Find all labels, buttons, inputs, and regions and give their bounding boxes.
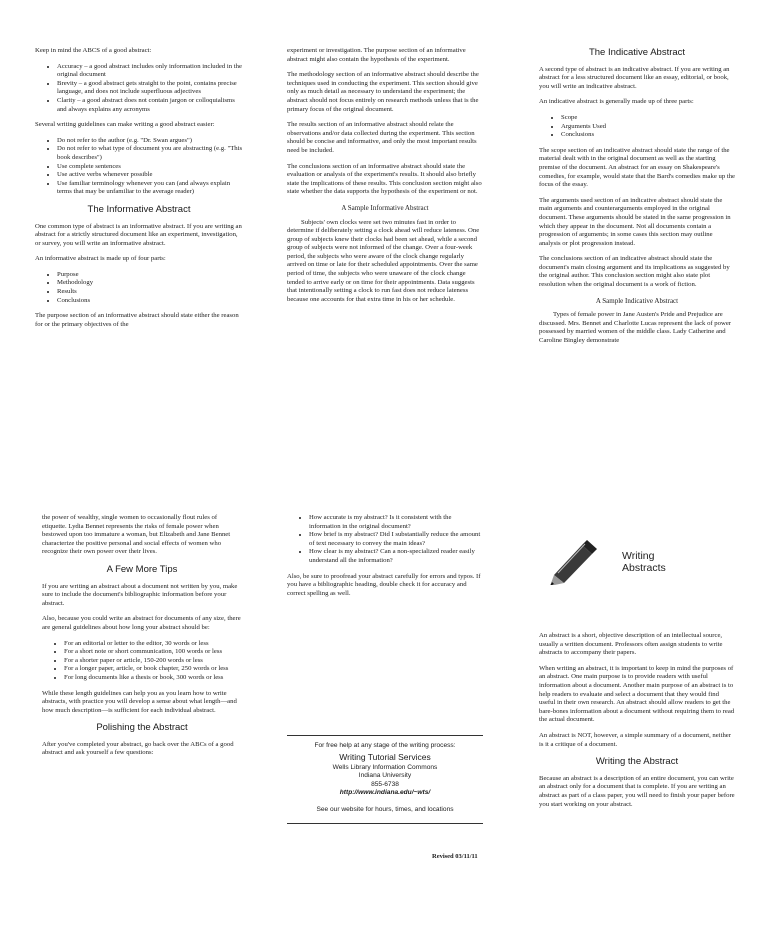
- divider: [287, 823, 483, 824]
- title-line-2: Abstracts: [622, 562, 666, 574]
- library-name: Wells Library Information Commons: [332, 763, 438, 771]
- paragraph: An informative abstract is made up of four parts:: [35, 255, 166, 263]
- list-item: • How brief is my abstract? Did I substantially reduce the amount of text necessary to convey the main ideas?: [309, 531, 483, 548]
- length-guidelines-list: [42, 640, 242, 683]
- paragraph: One common type of abstract is an informative abstract. If you are writing an abstract for a strictly structured document like an experiment, investigation, or survey, you will write an informative abstract.: [35, 222, 242, 247]
- list-item: • Accuracy – a good abstract includes only information included in the original document: [57, 63, 243, 80]
- pencil-icon: [536, 535, 696, 585]
- column-3-top: [539, 40, 735, 353]
- paragraph: The purpose section of an informative abstract should state either the reason for or the primary objectives of the: [35, 312, 239, 328]
- polishing-questions-list: [287, 514, 483, 566]
- title-line-1: Writing: [622, 550, 655, 562]
- paragraph: While these length guidelines can help you as you learn how to write abstracts, with practice you will develop a sense about what length—and how much description—is sufficient for each individual abstract.: [42, 689, 237, 714]
- university-name: Indiana University: [358, 772, 412, 780]
- paragraph: After you've completed your abstract, go back over the ABCs of a good abstract and ask yourself a few questions:: [42, 740, 234, 757]
- paragraph: The conclusions section of an informative abstract should state the evaluation or analysis of the experiment's results. It should also briefly state the implications of these results. This conclusion section might also state whether the data supports the hypothesis of the experiment or not.: [287, 162, 482, 196]
- column-3-bottom: [539, 632, 735, 816]
- writing-abstract-heading: Writing the Abstract: [595, 756, 679, 768]
- list-item: • Use familiar terminology whenever you can (and always explain terms that may be unfamiliar to the average reader): [57, 180, 243, 197]
- informative-abstract-heading: The Informative Abstract: [87, 203, 191, 215]
- indicative-parts-list: [539, 114, 735, 140]
- paragraph: Also, be sure to proofread your abstract carefully for errors and typos. If you have a bibliographic heading, double check it for accuracy and correct spelling as well.: [287, 572, 481, 597]
- polishing-heading: Polishing the Abstract: [96, 722, 188, 734]
- list-item: • How clear is my abstract? Can a non-specialized reader easily understand all the information?: [309, 548, 483, 565]
- paragraph: A second type of abstract is an indicative abstract. If you are writing an abstract for a less structured document like an essay, editorial, or book, you will write an indicative abstract.: [539, 65, 730, 90]
- service-name: Writing Tutorial Services: [339, 751, 431, 762]
- sample-indicative-heading: A Sample Indicative Abstract: [595, 296, 679, 305]
- list-item: • Methodology: [57, 279, 243, 288]
- list-item: • How accurate is my abstract? Is it consistent with the information in the original document?: [309, 514, 483, 531]
- paragraph: If you are writing an abstract about a document not written by you, make sure to include the document's bibliographic information before your abstract.: [42, 582, 238, 607]
- sample-informative-text: Subjects' own clocks were set two minutes fast in order to determine if deliberately setting a clock ahead will reduce lateness. One group of subjects knew their clocks had been set ahead, while a second group of subjects were not informed of the change. Over a four-week period, the subjects who were aware of the clock change regularly arrived on time or late for their scheduled appointments. Over the same period of time, the subjects who were unaware of the clock change tended to arrive early or on time for their appointments. Data suggests that intentionally setting a clock to run fast does not reduce lateness because one accounts for that extra time in his or her schedule.: [287, 218, 480, 303]
- paragraph: The arguments used section of an indicative abstract should state the main arguments and counterarguments employed in the original document. These arguments should be stated in the same progression in which they appear in the document. Not all documents contain a progression of arguments; in some cases this section may outline analysis or plot progression instead.: [539, 196, 731, 247]
- list-item: • Results: [57, 288, 243, 297]
- list-item: • For a short note or short communication, 100 words or less: [64, 648, 242, 657]
- paragraph: The results section of an informative abstract should relate the observations and/or data collected during the experiment. This section should be concise and informative, and only the most important results need be included.: [287, 121, 477, 154]
- indicative-abstract-heading: The Indicative Abstract: [588, 47, 686, 58]
- list-item: • Clarity – a good abstract does not contain jargon or colloquialisms and always explains any acronyms: [57, 97, 243, 114]
- abcs-list: [35, 63, 243, 115]
- list-item: • Conclusions: [57, 297, 243, 306]
- list-item: • Use complete sentences: [57, 163, 243, 172]
- guidelines-list: [35, 137, 243, 197]
- paragraph: The methodology section of an informative abstract should describe the techniques used in conducting the experiment. This section should give only as much detail as necessary to understand the experiment; the abstract should not focus entirely on research methods unless that is the primary focus of the original document.: [287, 71, 479, 113]
- list-item: • For long documents like a thesis or book, 300 words or less: [64, 674, 242, 683]
- list-item: • Arguments Used: [561, 123, 735, 132]
- paragraph: An indicative abstract is generally made up of three parts:: [539, 98, 694, 106]
- website-link[interactable]: http://www.indiana.edu/~wts/: [339, 789, 431, 797]
- paragraph: Also, because you could write an abstract for documents of any size, there are general guidelines about how long your abstract should be:: [42, 615, 241, 631]
- revised-date: Revised 03/11/11: [432, 853, 478, 860]
- list-item: • Conclusions: [561, 131, 735, 140]
- list-item: • Do not refer to the author (e.g. "Dr. Swan argues"): [57, 137, 243, 146]
- help-text: For free help at any stage of the writing process:: [314, 742, 456, 749]
- list-item: • For a shorter paper or article, 150-200 words or less: [64, 657, 242, 666]
- guidelines-intro: Several writing guidelines can make writing a good abstract easier:: [35, 121, 215, 129]
- list-item: • Do not refer to what type of document you are abstracting (e.g. "This book describes"): [57, 145, 243, 162]
- list-item: • Brevity – a good abstract gets straight to the point, contains precise language, and does not include superfluous adjectives: [57, 80, 243, 97]
- list-item: • For an editorial or letter to the editor, 30 words or less: [64, 640, 242, 649]
- paragraph: the power of wealthy, single women to occasionally flout rules of etiquette. Lydia Bennet represents the risks of female power when bestowed upon too immature a woman, but Elizabeth and Jane Bennet characterize the positive personal and social effects of women who recognize their own power over their lives.: [42, 514, 231, 556]
- paragraph: experiment or investigation. The purpose section of an informative abstract might also contain the hypothesis of the experiment.: [287, 47, 466, 63]
- divider: [287, 735, 483, 736]
- column-1-top: [35, 47, 243, 336]
- sample-informative-heading: A Sample Informative Abstract: [341, 203, 429, 212]
- list-item: • Scope: [561, 114, 735, 123]
- list-item: • Purpose: [57, 271, 243, 280]
- paragraph: When writing an abstract, it is important to keep in mind the purposes of an abstract. One main purpose is to provide readers with useful information about a document. Another main purpose of an abstract is to help readers to evaluate and select a document that they would find useful in their own research. An abstract should allow readers to get the bare-bones information about a document without requiring them to read the actual document.: [539, 664, 735, 724]
- column-2-top: [287, 47, 483, 311]
- list-item: • Use active verbs whenever possible: [57, 171, 243, 180]
- phone-number: 855-6738: [371, 780, 399, 788]
- list-item: • For a longer paper, article, or book chapter, 250 words or less: [64, 665, 242, 674]
- contact-panel: [287, 735, 483, 824]
- paragraph: Because an abstract is a description of an entire document, you can write an abstract only for a document that is complete. If you are writing an abstract as part of a class paper, you will need to finish your paper before you start working on your abstract.: [539, 774, 735, 808]
- column-2-bottom: [287, 514, 483, 605]
- paragraph: The scope section of an indicative abstract should state the range of the material dealt with in the original document as well as the starting premise of the document. An abstract for an essay on Shakespeare's comedies, for example, would state that the Bard's comedies make up the focus of the essay.: [539, 146, 736, 189]
- paragraph: The conclusions section of an indicative abstract should state the document's main closing argument and its implications as suggested by the original author. This conclusion section might also state plot resolution when the original document is a work of fiction.: [539, 255, 730, 289]
- website-note: See our website for hours, times, and locations: [316, 805, 454, 813]
- paragraph: An abstract is NOT, however, a simple summary of a document, neither is it a critique of a document.: [539, 731, 732, 748]
- abcs-intro: Keep in mind the ABCS of a good abstract:: [35, 47, 152, 54]
- column-1-bottom: [42, 514, 242, 765]
- more-tips-heading: A Few More Tips: [106, 563, 178, 575]
- brochure-title: [622, 550, 666, 574]
- paragraph: An abstract is a short, objective description of an intellectual source, usually a written document. Professors often assign students to write abstracts to accompany their papers.: [539, 632, 723, 657]
- sample-indicative-text: Types of female power in Jane Austen's Pride and Prejudice are discussed. Mrs. Bennet and Charlotte Lucas represent the lack of power possessed by married women of the middle class. Lady Catherine and Caroline Bingley demonstrate: [539, 311, 732, 345]
- informative-parts-list: [35, 271, 243, 305]
